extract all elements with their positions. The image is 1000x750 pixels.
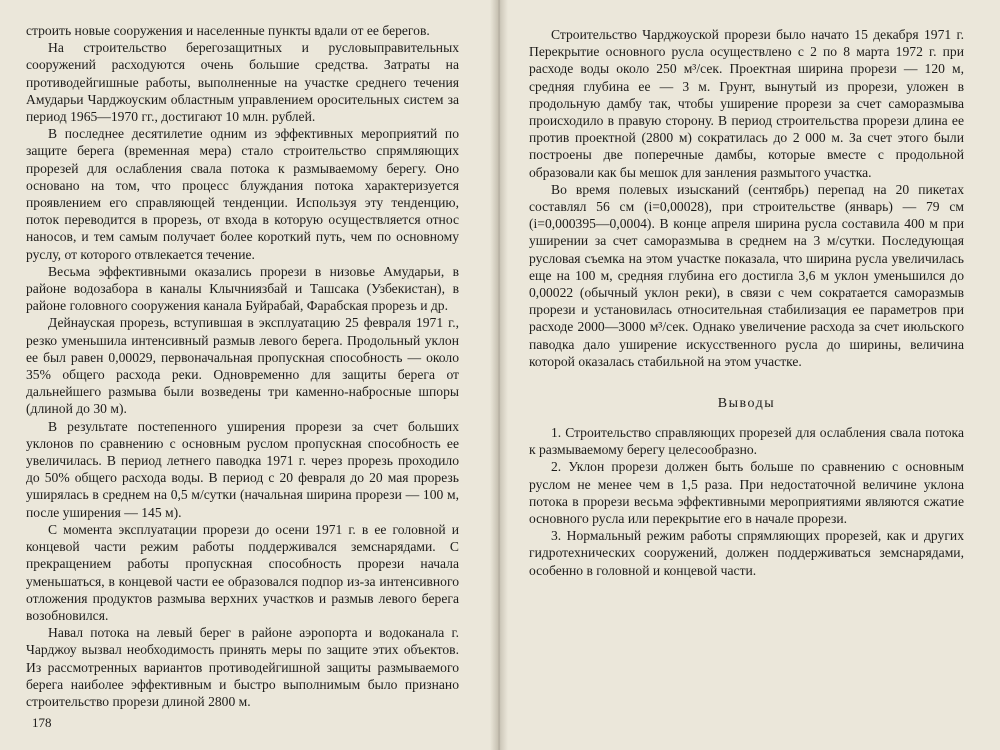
paragraph: Навал потока на левый берег в районе аэропорта и водоканала г. Чарджоу вызвал необходимость принять меры по защите этих объектов. Из рассмотренных вариантов противодейгишной защиты размываемого берега наиболее эффективным и быстро выполнимым было признано строительство прорези длиной 2800 м.: [26, 625, 459, 709]
conclusion-item: 3. Нормальный режим работы спрямляющих прорезей, как и других гидротехнических сооружений, должен поддерживаться земснарядами, особенно в головной и концевой части.: [529, 528, 964, 578]
paragraph: В результате постепенного уширения прорези за счет больших уклонов по сравнению с основным руслом пропускная способность ее увеличилась. В период летнего паводка 1971 г. через прорезь проходило до 50% общего расхода воды. В период с 20 февраля до 20 мая прорезь уширялась в среднем на 0,5 м/сутки (начальная ширина прорези — 100 м, после уширения — 145 м).: [26, 418, 459, 520]
paragraph: На строительство берегозащитных и русловыправительных сооружений расходуются очень большие средства. Затраты на противодейгишные работы, выполненные на участке среднего течения Амударьи Чарджоуским областным управлением оросительных систем за период 1965—1970 гг., достигают 10 млн. рублей.: [26, 40, 459, 125]
paragraph: строить новые сооружения и населенные пункты вдали от ее берегов.: [26, 23, 430, 38]
paragraph: Весьма эффективными оказались прорези в низовье Амударьи, в районе водозабора в каналы Клычниязбай и Ташсака (Узбекистан), в районе головного сооружения канала Буйрабай, Фарабская прорезь и др.: [26, 263, 459, 314]
paragraph: С момента эксплуатации прорези до осени 1971 г. в ее головной и концевой части режим работы поддерживался земснарядами. С прекращением работы пропускная способность прорези начала уменьшаться, в концевой части ее образовался подпор из-за интенсивного отложения продуктов размыва верхних участков и размыв левого берега возобновился.: [26, 521, 459, 623]
paragraph: Во время полевых изысканий (сентябрь) перепад на 20 пикетах составлял 56 см (i=0,00028), при строительстве (январь) — 79 см (i=0,000395—0,0004). В конце апреля ширина русла составила 400 м при уширении за счет саморазмыва в среднем на 3 м/сутки. Последующая русловая съемка на этом участке показала, что ширина русла увеличилась еще на 100 м, средняя глубина его достигла 3,6 м уклон уменьшился до 0,00022 (обычный уклон реки), в связи с чем сократается саморазмыв прорези и установилась относительная стабилизация ее параметров при расходе 2000—3000 м³/сек. Однако увеличение расхода за счет июльского паводка дало уширение искусственного русла до ширины, величина которой оказалась стабильной на этом участке.: [529, 181, 964, 369]
paragraph: В последнее десятилетие одним из эффективных мероприятий по защите берега (временная мера) стало строительство спрямляющих прорезей для ослабления свала потока к размываемому берегу. Оно основано на том, что процесс блуждания потока характеризуется проявлением его справляющей тенденции. Используя эту тенденцию, поток переводится в прорезь, от входа в которую осуществляется относ наносов, и тем самым получает более короткий путь, чем по основному руслу, от которого отвлекается течение.: [26, 126, 459, 262]
right-page: [497, 0, 1000, 750]
left-page-text: [26, 22, 459, 710]
left-page: [0, 0, 497, 750]
page-number: 178: [32, 715, 52, 730]
paragraph: Дейнауская прорезь, вступившая в эксплуатацию 25 февраля 1971 г., резко уменьшила интенсивный размыв левого берега. Продольный уклон ее был равен 0,00029, первоначальная пропускная способность — около 35% общего расхода реки. Одновременно для защиты берега от дальнейшего размыва были возведены три каменно-набросные шпоры (длиной до 30 м).: [26, 315, 459, 417]
section-heading: Выводы: [717, 396, 776, 412]
paragraph: Строительство Чарджоуской прорези было начато 15 декабря 1971 г. Перекрытие основного русла осуществлено с 2 по 8 марта 1972 г. при расходе воды около 250 м³/сек. Проектная ширина прорези — 120 м, средняя глубина ее — 3 м. Грунт, вынутый из прорези, уложен в продольную дамбу так, чтобы уширение прорези за счет саморазмыва происходило в правую сторону. В период строительства прорези длина ее против проектной (2800 м) сократилась до 2 000 м. За счет этого были построены две поперечные дамбы, которые вместе с продольной образовали как бы мешок для занления размытого участка.: [529, 27, 964, 180]
right-page-text: [529, 26, 964, 579]
conclusion-item: 2. Уклон прорези должен быть больше по сравнению с основным руслом не менее чем в 1,5 раза. При недостаточной величине уклона потока в прорези весьма эффективными мероприятиями являются сжатие основного русла или перекрытие его в начале прорези.: [529, 459, 964, 527]
conclusion-item: 1. Строительство справляющих прорезей для ослабления свала потока к размываемому берегу целесообразно.: [529, 425, 964, 458]
